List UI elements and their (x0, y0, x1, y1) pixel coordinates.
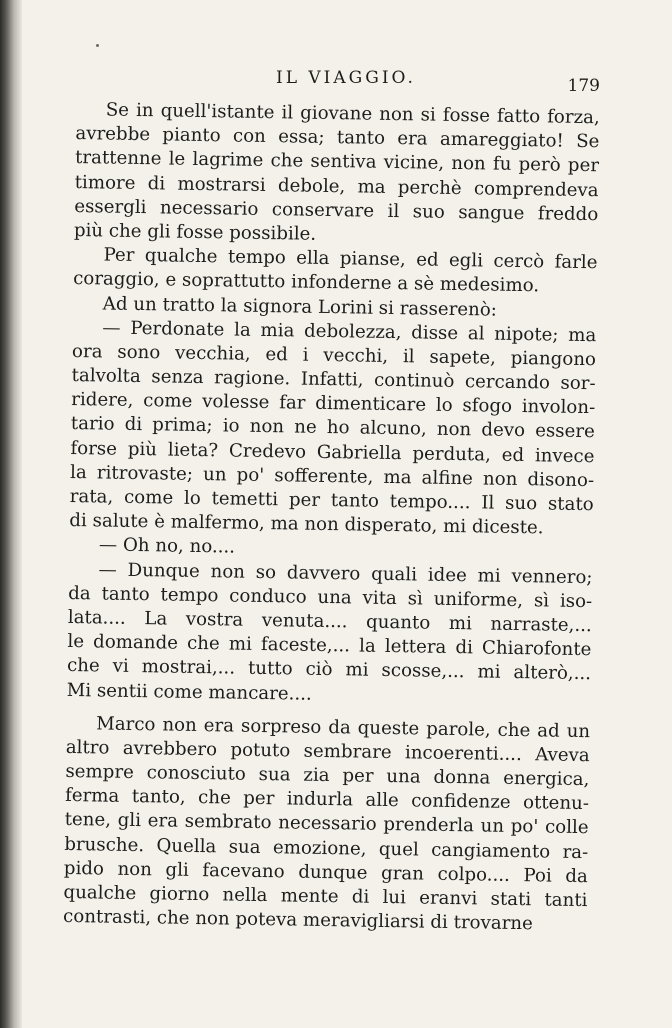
running-title: IL VIAGGIO. (276, 68, 416, 88)
text-line: talvolta senza ragione. Infatti, continuò cercando sor- (71, 365, 596, 395)
text-line: tene, gli era sembrato necessario prenderla un po' colle (64, 809, 589, 839)
text-line: trattenne le lagrime che sentiva vicine, non fu però per (74, 147, 600, 177)
text-line: essergli necessario conservare il suo sangue freddo (74, 195, 599, 225)
text-line: qualche giorno nella mente di lui eranvi stati tanti (63, 881, 588, 912)
text-line: sempre conosciuto sua zia per una donna energica, (65, 760, 590, 791)
body-text (63, 98, 600, 938)
paragraph (69, 316, 596, 542)
text-line: Se in quell'istante il giovane non si fosse fatto forza, (105, 99, 600, 129)
paragraph (74, 98, 600, 251)
text-line: avrebbe pianto con essa; tanto era amareggiato! Se (75, 123, 600, 153)
page-number: 179 (567, 76, 600, 96)
text-line: forse più lieta? Credevo Gabriella perduta, ed invece (70, 437, 595, 467)
text-line: tario di prima; io non ne ho alcuno, non devo essere (70, 413, 595, 443)
text-line: Per qualche tempo ella pianse, ed egli cercò farle (103, 244, 598, 274)
ink-speck (96, 44, 99, 47)
text-line: che vi mostrai,... tutto ciò mi scosse,... mi alterò,... (66, 655, 592, 685)
text-line: di salute è malfermo, ma non disperato, mi diceste. (69, 510, 544, 539)
text-line: — Oh no, no.... (98, 534, 236, 558)
text-line: timore di mostrarsi debole, ma perchè comprendeva (74, 171, 599, 201)
paragraph (63, 712, 590, 938)
text-line: rata, come lo temetti per tanto tempo.... Il suo stato (69, 485, 594, 516)
running-header (76, 68, 604, 98)
text-line: — Dunque non so davvero quali idee mi vennero; (98, 558, 593, 588)
text-line: contrasti, che non poteva meravigliarsi di trovarne (62, 906, 533, 935)
text-line: la ritrovaste; un po' sofferente, ma alfine non disono- (69, 461, 595, 491)
text-line: ora sono vecchia, ed i vecchi, il sapete, piangono (71, 340, 597, 371)
text-line: da tanto tempo conduco una vita sì uniforme, sì iso- (68, 582, 593, 612)
paragraph (67, 558, 593, 711)
text-line: ferma tanto, che per indurla alle confidenze ottenu- (64, 785, 590, 815)
text-line: le domande che mi faceste,... la lettera di Chiarofonte (67, 631, 592, 661)
text-line: brusche. Quella sua emozione, quel cangiamento ra- (64, 833, 589, 863)
text-line: pido non gli facevano dunque gran colpo.... Poi da (63, 857, 589, 887)
book-spine-shadow (0, 0, 22, 1028)
text-line: Mi sentii come mancare.... (66, 679, 312, 705)
text-line: più che gli fosse possibile. (73, 219, 317, 245)
text-line: ridere, come volesse far dimenticare lo sfogo involon- (71, 389, 596, 419)
text-line: lata.... La vostra venuta.... quanto mi narraste,... (67, 606, 592, 637)
text-line: altro avrebbero potuto sembrare incoerenti.... Aveva (65, 736, 590, 767)
paragraph (73, 243, 598, 300)
text-line: coraggio, e soprattutto infonderne a sè medesimo. (72, 268, 540, 297)
text-line: Ad un tratto la signora Lorini si rasserenò: (102, 292, 498, 321)
text-line: — Perdonate la mia debolezza, disse al nipote; ma (102, 317, 597, 346)
text-line: Marco non era sorpreso da queste parole, che ad un (96, 713, 591, 742)
